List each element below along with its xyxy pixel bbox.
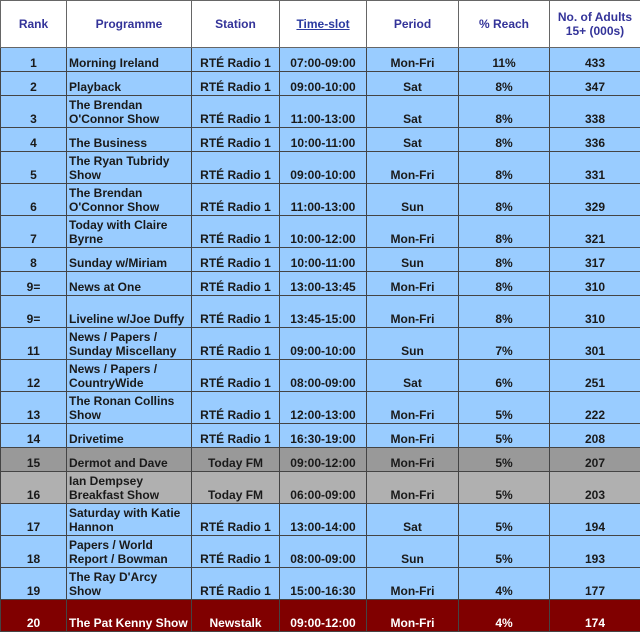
cell-timeslot: 15:00-16:30 xyxy=(280,568,367,600)
cell-reach: 5% xyxy=(459,472,550,504)
cell-timeslot: 11:00-13:00 xyxy=(280,184,367,216)
cell-reach: 6% xyxy=(459,360,550,392)
cell-station: Newstalk xyxy=(192,600,280,632)
cell-station: RTÉ Radio 1 xyxy=(192,424,280,448)
table-row xyxy=(1,504,640,536)
cell-station: RTÉ Radio 1 xyxy=(192,392,280,424)
cell-station: RTÉ Radio 1 xyxy=(192,296,280,328)
cell-rank: 17 xyxy=(1,504,67,536)
cell-reach: 5% xyxy=(459,536,550,568)
cell-timeslot: 10:00-12:00 xyxy=(280,216,367,248)
cell-period: Mon-Fri xyxy=(367,272,459,296)
cell-timeslot: 12:00-13:00 xyxy=(280,392,367,424)
cell-programme: Sunday w/Miriam xyxy=(67,248,192,272)
cell-period: Mon-Fri xyxy=(367,448,459,472)
cell-station: RTÉ Radio 1 xyxy=(192,128,280,152)
cell-programme: The Brendan O'Connor Show xyxy=(67,96,192,128)
cell-timeslot: 16:30-19:00 xyxy=(280,424,367,448)
cell-station: RTÉ Radio 1 xyxy=(192,96,280,128)
cell-rank: 1 xyxy=(1,48,67,72)
cell-period: Sat xyxy=(367,504,459,536)
cell-programme: Dermot and Dave xyxy=(67,448,192,472)
cell-adults: 331 xyxy=(550,152,640,184)
cell-rank: 9= xyxy=(1,272,67,296)
cell-rank: 15 xyxy=(1,448,67,472)
cell-rank: 5 xyxy=(1,152,67,184)
cell-timeslot: 13:00-13:45 xyxy=(280,272,367,296)
cell-adults: 193 xyxy=(550,536,640,568)
cell-station: Today FM xyxy=(192,472,280,504)
header-reach: % Reach xyxy=(459,1,550,48)
cell-rank: 12 xyxy=(1,360,67,392)
cell-station: RTÉ Radio 1 xyxy=(192,536,280,568)
cell-adults: 208 xyxy=(550,424,640,448)
cell-period: Mon-Fri xyxy=(367,568,459,600)
cell-timeslot: 09:00-12:00 xyxy=(280,600,367,632)
cell-reach: 8% xyxy=(459,184,550,216)
cell-programme: Drivetime xyxy=(67,424,192,448)
cell-station: RTÉ Radio 1 xyxy=(192,248,280,272)
cell-station: RTÉ Radio 1 xyxy=(192,152,280,184)
cell-rank: 16 xyxy=(1,472,67,504)
cell-reach: 8% xyxy=(459,72,550,96)
table-row xyxy=(1,184,640,216)
cell-programme: Liveline w/Joe Duffy xyxy=(67,296,192,328)
cell-rank: 13 xyxy=(1,392,67,424)
cell-timeslot: 09:00-12:00 xyxy=(280,448,367,472)
cell-timeslot: 06:00-09:00 xyxy=(280,472,367,504)
cell-programme: Ian Dempsey Breakfast Show xyxy=(67,472,192,504)
cell-station: RTÉ Radio 1 xyxy=(192,72,280,96)
cell-programme: Morning Ireland xyxy=(67,48,192,72)
header-timeslot: Time-slot xyxy=(280,1,367,48)
cell-programme: Papers / World Report / Bowman xyxy=(67,536,192,568)
cell-programme: Playback xyxy=(67,72,192,96)
cell-reach: 8% xyxy=(459,152,550,184)
cell-reach: 5% xyxy=(459,424,550,448)
cell-timeslot: 09:00-10:00 xyxy=(280,152,367,184)
cell-rank: 7 xyxy=(1,216,67,248)
cell-adults: 194 xyxy=(550,504,640,536)
cell-programme: Today with Claire Byrne xyxy=(67,216,192,248)
cell-period: Sun xyxy=(367,328,459,360)
cell-timeslot: 10:00-11:00 xyxy=(280,248,367,272)
table-row xyxy=(1,96,640,128)
cell-reach: 7% xyxy=(459,328,550,360)
table-row xyxy=(1,328,640,360)
cell-rank: 14 xyxy=(1,424,67,448)
cell-adults: 177 xyxy=(550,568,640,600)
cell-reach: 8% xyxy=(459,272,550,296)
table-row xyxy=(1,248,640,272)
table-row xyxy=(1,152,640,184)
cell-timeslot: 07:00-09:00 xyxy=(280,48,367,72)
header-programme: Programme xyxy=(67,1,192,48)
table-row xyxy=(1,216,640,248)
cell-period: Mon-Fri xyxy=(367,424,459,448)
cell-reach: 8% xyxy=(459,128,550,152)
cell-programme: The Ronan Collins Show xyxy=(67,392,192,424)
cell-adults: 317 xyxy=(550,248,640,272)
cell-adults: 251 xyxy=(550,360,640,392)
cell-timeslot: 09:00-10:00 xyxy=(280,72,367,96)
cell-adults: 329 xyxy=(550,184,640,216)
cell-rank: 4 xyxy=(1,128,67,152)
table-row xyxy=(1,360,640,392)
cell-programme: Saturday with Katie Hannon xyxy=(67,504,192,536)
cell-reach: 11% xyxy=(459,48,550,72)
table-row xyxy=(1,48,640,72)
cell-programme: News / Papers / CountryWide xyxy=(67,360,192,392)
cell-period: Mon-Fri xyxy=(367,472,459,504)
cell-reach: 8% xyxy=(459,248,550,272)
cell-timeslot: 13:45-15:00 xyxy=(280,296,367,328)
cell-reach: 5% xyxy=(459,392,550,424)
cell-period: Sun xyxy=(367,536,459,568)
cell-adults: 310 xyxy=(550,272,640,296)
cell-programme: The Ray D'Arcy Show xyxy=(67,568,192,600)
cell-adults: 433 xyxy=(550,48,640,72)
header-adults: No. of Adults 15+ (000s) xyxy=(550,1,640,48)
cell-programme: The Pat Kenny Show xyxy=(67,600,192,632)
cell-timeslot: 09:00-10:00 xyxy=(280,328,367,360)
cell-station: RTÉ Radio 1 xyxy=(192,360,280,392)
cell-period: Sun xyxy=(367,248,459,272)
cell-station: Today FM xyxy=(192,448,280,472)
cell-rank: 20 xyxy=(1,600,67,632)
cell-timeslot: 13:00-14:00 xyxy=(280,504,367,536)
cell-period: Sat xyxy=(367,96,459,128)
cell-station: RTÉ Radio 1 xyxy=(192,328,280,360)
cell-station: RTÉ Radio 1 xyxy=(192,504,280,536)
table-row xyxy=(1,392,640,424)
cell-period: Mon-Fri xyxy=(367,392,459,424)
cell-reach: 8% xyxy=(459,96,550,128)
cell-rank: 3 xyxy=(1,96,67,128)
cell-station: RTÉ Radio 1 xyxy=(192,216,280,248)
table-row xyxy=(1,600,640,632)
table-row xyxy=(1,472,640,504)
cell-timeslot: 08:00-09:00 xyxy=(280,360,367,392)
cell-reach: 5% xyxy=(459,504,550,536)
cell-programme: The Business xyxy=(67,128,192,152)
table-row xyxy=(1,536,640,568)
cell-period: Mon-Fri xyxy=(367,296,459,328)
cell-reach: 8% xyxy=(459,296,550,328)
cell-rank: 8 xyxy=(1,248,67,272)
cell-rank: 18 xyxy=(1,536,67,568)
cell-adults: 301 xyxy=(550,328,640,360)
cell-adults: 207 xyxy=(550,448,640,472)
table-row xyxy=(1,128,640,152)
cell-period: Sat xyxy=(367,72,459,96)
cell-programme: The Brendan O'Connor Show xyxy=(67,184,192,216)
cell-station: RTÉ Radio 1 xyxy=(192,48,280,72)
cell-rank: 6 xyxy=(1,184,67,216)
cell-adults: 174 xyxy=(550,600,640,632)
table-row xyxy=(1,448,640,472)
cell-period: Sun xyxy=(367,184,459,216)
cell-reach: 8% xyxy=(459,216,550,248)
table-row xyxy=(1,72,640,96)
header-period: Period xyxy=(367,1,459,48)
cell-rank: 9= xyxy=(1,296,67,328)
cell-reach: 5% xyxy=(459,448,550,472)
cell-adults: 338 xyxy=(550,96,640,128)
table-row xyxy=(1,424,640,448)
cell-period: Mon-Fri xyxy=(367,152,459,184)
header-row xyxy=(1,1,640,48)
cell-reach: 4% xyxy=(459,568,550,600)
cell-station: RTÉ Radio 1 xyxy=(192,184,280,216)
table-row xyxy=(1,568,640,600)
cell-rank: 19 xyxy=(1,568,67,600)
cell-adults: 347 xyxy=(550,72,640,96)
cell-programme: News at One xyxy=(67,272,192,296)
cell-adults: 222 xyxy=(550,392,640,424)
cell-adults: 310 xyxy=(550,296,640,328)
cell-period: Sat xyxy=(367,128,459,152)
cell-programme: News / Papers / Sunday Miscellany xyxy=(67,328,192,360)
cell-rank: 2 xyxy=(1,72,67,96)
cell-adults: 336 xyxy=(550,128,640,152)
cell-station: RTÉ Radio 1 xyxy=(192,568,280,600)
cell-reach: 4% xyxy=(459,600,550,632)
cell-adults: 321 xyxy=(550,216,640,248)
header-station: Station xyxy=(192,1,280,48)
cell-timeslot: 08:00-09:00 xyxy=(280,536,367,568)
table-row xyxy=(1,296,640,328)
cell-period: Mon-Fri xyxy=(367,48,459,72)
cell-station: RTÉ Radio 1 xyxy=(192,272,280,296)
table-row xyxy=(1,272,640,296)
cell-period: Sat xyxy=(367,360,459,392)
cell-period: Mon-Fri xyxy=(367,216,459,248)
cell-adults: 203 xyxy=(550,472,640,504)
cell-timeslot: 10:00-11:00 xyxy=(280,128,367,152)
cell-programme: The Ryan Tubridy Show xyxy=(67,152,192,184)
cell-rank: 11 xyxy=(1,328,67,360)
cell-timeslot: 11:00-13:00 xyxy=(280,96,367,128)
header-rank: Rank xyxy=(1,1,67,48)
cell-period: Mon-Fri xyxy=(367,600,459,632)
